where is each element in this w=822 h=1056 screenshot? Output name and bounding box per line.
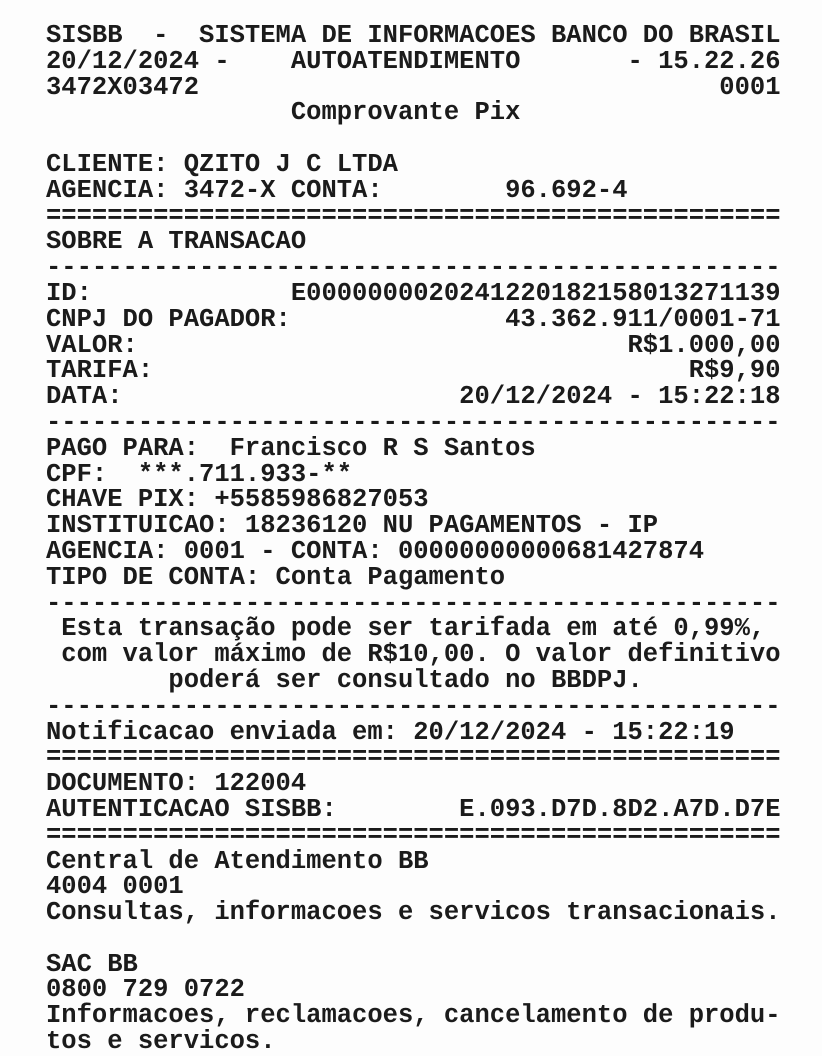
separator-dashed-rule: ------------------------------------------------ [46, 407, 781, 437]
receipt-line: poderá ser consultado no BBDPJ. [46, 665, 643, 695]
receipt-line: AUTENTICACAO SISBB: E.093.D7D.8D2.A7D.D7E [46, 794, 781, 824]
receipt-line: Esta transação pode ser tarifada em até 0,99%, [46, 614, 766, 644]
separator-double-rule: ================================================ [46, 201, 781, 231]
separator-double-rule: ================================================ [46, 820, 781, 850]
receipt-line: VALOR: R$1.000,00 [46, 330, 781, 360]
receipt-line: Consultas, informacoes e servicos transacionais. [46, 898, 781, 928]
receipt-line: CNPJ DO PAGADOR: 43.362.911/0001-71 [46, 304, 781, 334]
separator-double-rule: ================================================ [46, 743, 781, 773]
receipt-line: ID: E0000000020241220182158013271139 [46, 278, 781, 308]
receipt-line: SAC BB [46, 949, 138, 979]
receipt-line: Comprovante Pix [46, 98, 521, 128]
blank-line [46, 926, 822, 952]
receipt-line: TIPO DE CONTA: Conta Pagamento [46, 562, 506, 592]
receipt-line: CHAVE PIX: +5585986827053 [46, 485, 429, 515]
receipt-line: INSTITUICAO: 18236120 NU PAGAMENTOS - IP [46, 511, 659, 541]
receipt-line: AGENCIA: 0001 - CONTA: 00000000000681427874 [46, 536, 705, 566]
receipt-line: AGENCIA: 3472-X CONTA: 96.692-4 [46, 175, 628, 205]
receipt-line: 4004 0001 [46, 872, 184, 902]
receipt-line: SISBB - SISTEMA DE INFORMACOES BANCO DO BRASIL [46, 21, 781, 50]
receipt-line: SOBRE A TRANSACAO [46, 227, 307, 257]
receipt-line: CPF: ***.711.933-** [46, 459, 353, 489]
receipt-line: Notificacao enviada em: 20/12/2024 - 15:22:19 [46, 717, 735, 747]
receipt-line: com valor máximo de R$10,00. O valor definitivo [46, 640, 781, 670]
receipt-line: TARIFA: R$9,90 [46, 356, 781, 386]
blank-line [46, 126, 822, 152]
receipt-line: tos e servicos. [46, 1027, 276, 1056]
receipt-line: PAGO PARA: Francisco R S Santos [46, 433, 536, 463]
receipt-line: Informacoes, reclamacoes, cancelamento de produ- [46, 1001, 781, 1031]
separator-dashed-rule: ------------------------------------------------ [46, 253, 781, 283]
receipt-line: DOCUMENTO: 122004 [46, 769, 307, 799]
receipt-line: DATA: 20/12/2024 - 15:22:18 [46, 382, 781, 412]
receipt-line: Central de Atendimento BB [46, 846, 429, 876]
receipt-line: CLIENTE: QZITO J C LTDA [46, 149, 398, 179]
receipt-line: 0800 729 0722 [46, 975, 245, 1005]
separator-dashed-rule: ------------------------------------------------ [46, 691, 781, 721]
separator-dashed-rule: ------------------------------------------------ [46, 588, 781, 618]
receipt-line: 3472X03472 0001 [46, 72, 781, 102]
receipt-line: 20/12/2024 - AUTOATENDIMENTO - 15.22.26 [46, 46, 781, 76]
